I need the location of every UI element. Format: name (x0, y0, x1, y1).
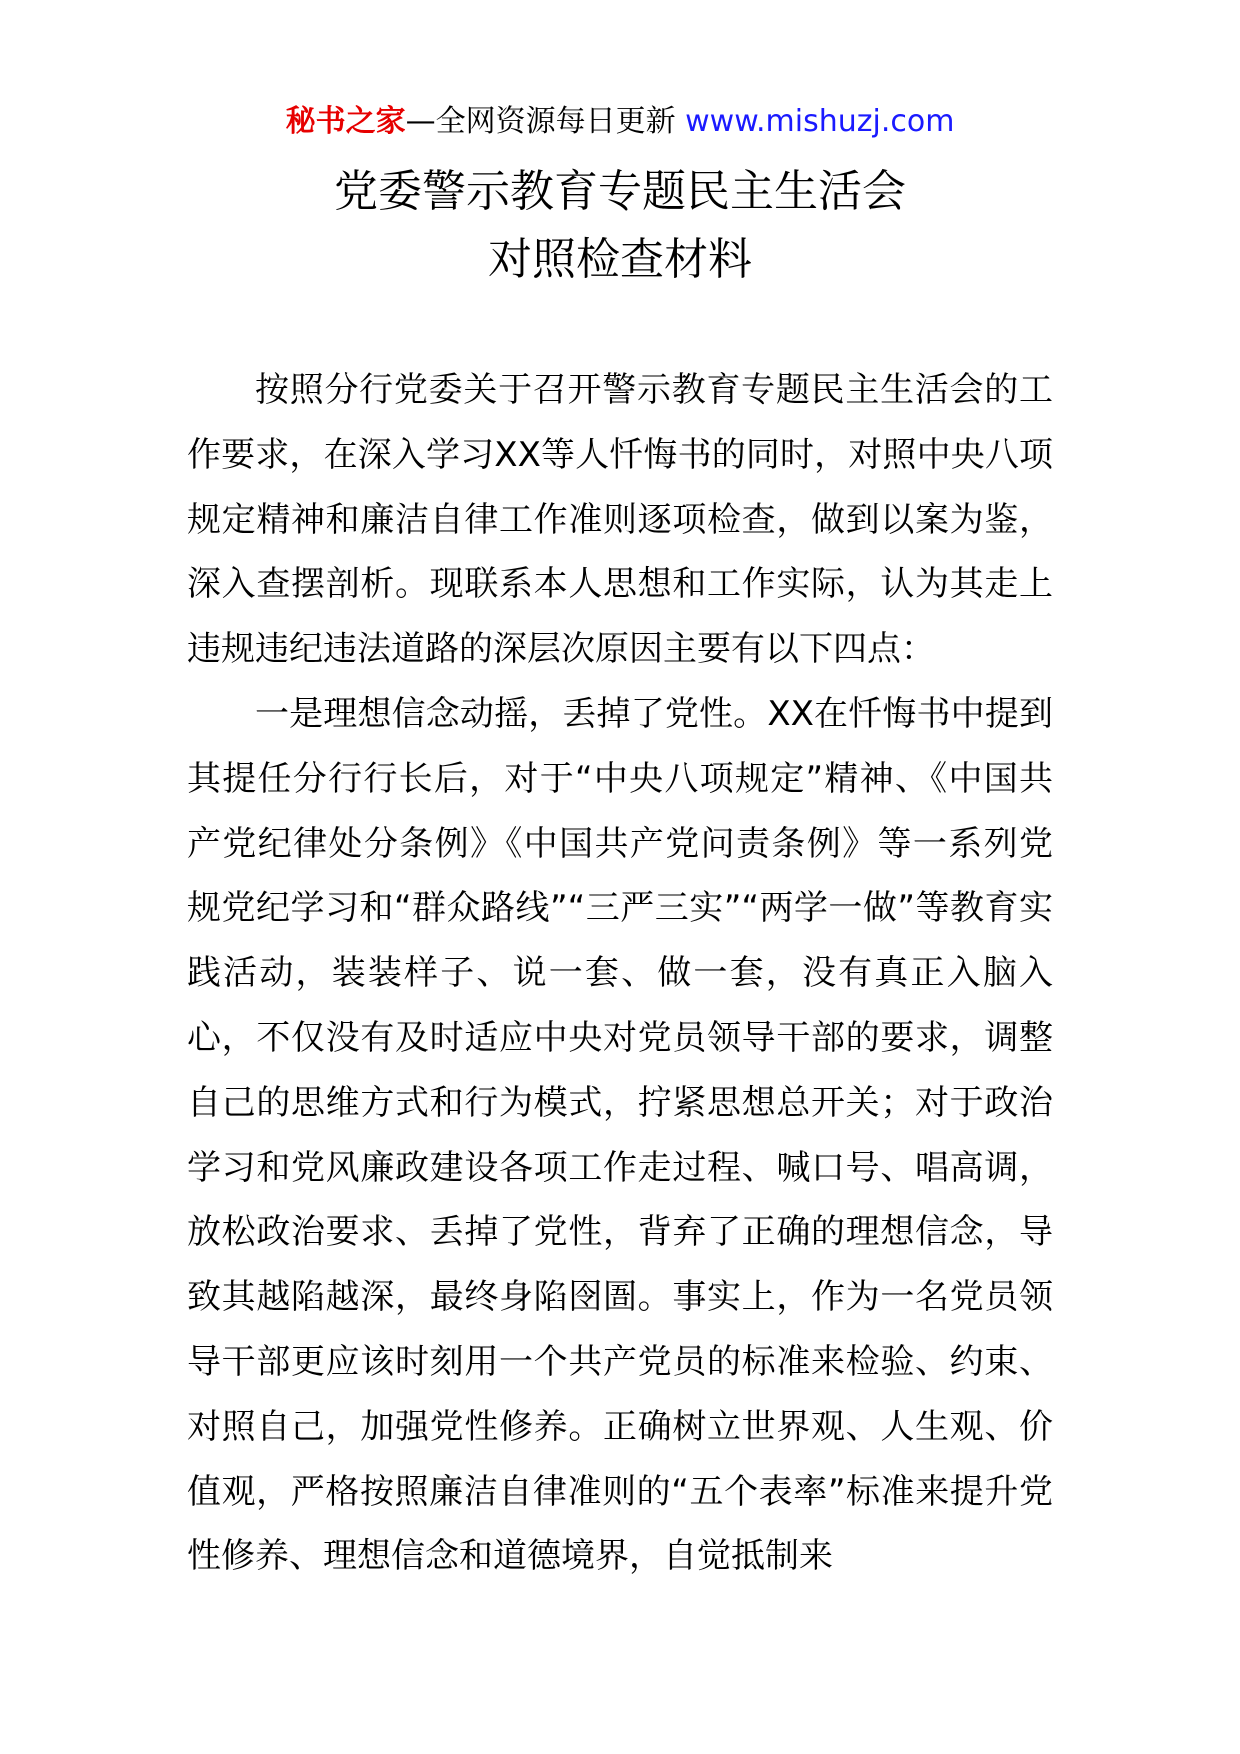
document-body (187, 358, 1053, 1589)
document-subtitle: 对照检查材料 (488, 234, 752, 285)
paragraph-intro: 按照分行党委关于召开警示教育专题民主生活会的工作要求，在深入学习XX等人忏悔书的同时，对照中央八项规定精神和廉洁自律工作准则逐项检查，做到以案为鉴，深入查摆剖析。现联系本人思想和工作实际，认为其走上违规违纪违法道路的深层次原因主要有以下四点： (187, 370, 1053, 670)
header-slogan: —全网资源每日更新 (405, 104, 686, 139)
paragraph-point-one: 一是理想信念动摇，丢掉了党性。XX在忏悔书中提到其提任分行行长后，对于“中央八项规定”精神、《中国共产党纪律处分条例》《中国共产党问责条例》等一系列党规党纪学习和“群众路线”“三严三实”“两学一做”等教育实践活动，装装样子、说一套、做一套，没有真正入脑入心，不仅没有及时适应中央对党员领导干部的要求，调整自己的思维方式和行为模式，拧紧思想总开关；对于政治学习和党风廉政建设各项工作走过程、喊口号、唱高调，放松政治要求、丢掉了党性，背弃了正确的理想信念，导致其越陷越深，最终身陷囹圄。事实上，作为一名党员领导干部更应该时刻用一个共产党员的标准来检验、约束、对照自己，加强党性修养。正确树立世界观、人生观、价值观，严格按照廉洁自律准则的“五个表率”标准来提升党性修养、理想信念和道德境界，自觉抵制来 (187, 693, 1053, 1577)
site-header (0, 100, 1240, 144)
website-link[interactable]: www.mishuzj.com (685, 104, 955, 139)
document-title: 党委警示教育专题民主生活会 (334, 166, 906, 217)
brand-name: 秘书之家 (285, 104, 406, 139)
